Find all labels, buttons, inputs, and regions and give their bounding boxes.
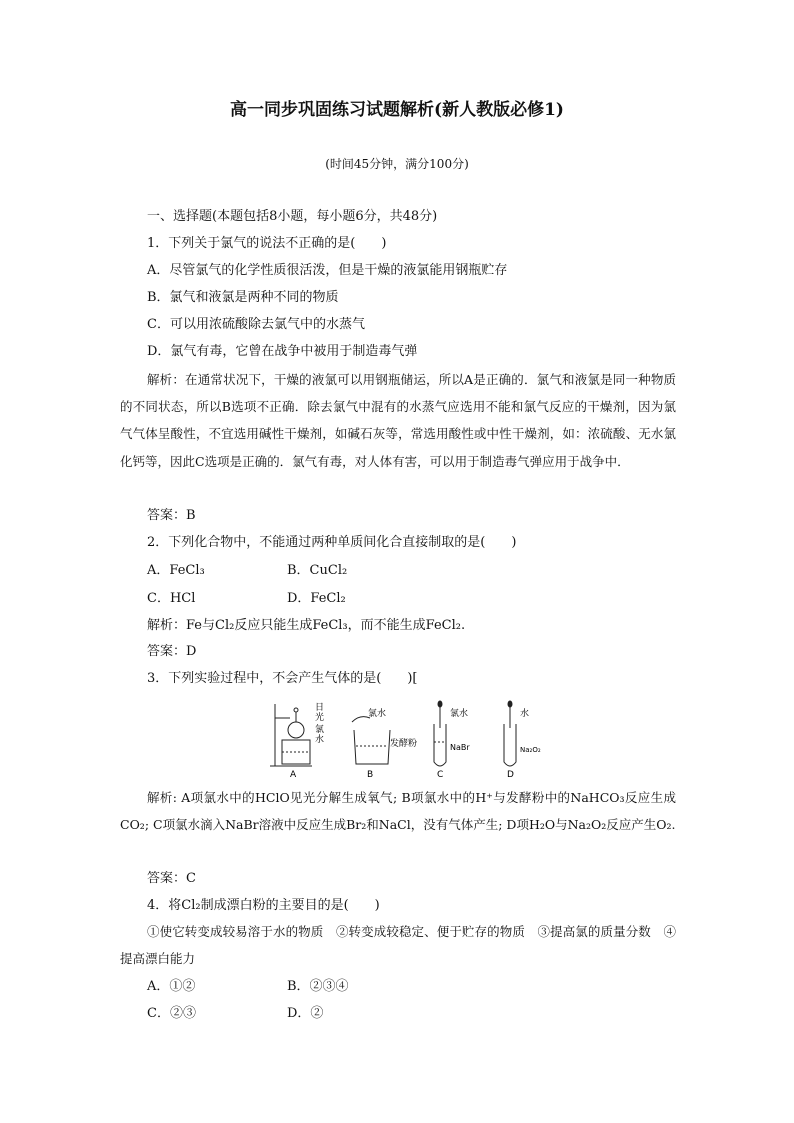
q2-option-d: D．FeCl₂ — [287, 591, 346, 606]
subtitle: (时间45分钟，满分100分) — [325, 157, 469, 171]
q1-option-a: A．尽管氯气的化学性质很活泼，但是干燥的液氯能用钢瓶贮存 — [147, 263, 508, 278]
q1-option-c: C．可以用浓硫酸除去氯气中的水蒸气 — [147, 317, 365, 332]
q4-option-c: C．②③ — [147, 1006, 196, 1021]
apparatus-a — [270, 704, 312, 766]
q3-analysis: 解析: A项氯水中的HClO见光分解生成氧气; B项氯水中的H⁺与发酵粉中的NaHCO₃反应生成CO₂; C项氯水滴入NaBr溶液中反应生成Br₂和NaCl，没有气体产生; D项H₂O与Na₂O₂反应产生O₂. — [120, 790, 676, 833]
c-label-1: NaBr — [450, 743, 470, 752]
q1-answer: 答案：B — [147, 508, 196, 523]
q4-stem: 4．将Cl₂制成漂白粉的主要目的是( ) — [147, 898, 380, 913]
apparatus-d — [504, 701, 516, 766]
q2-answer: 答案：D — [147, 644, 197, 659]
letter-a: A — [290, 770, 297, 780]
a-label-1: 光 — [315, 713, 325, 723]
q2-option-a: A．FeCl₃ — [147, 563, 205, 578]
q1-option-b: B．氯气和液氯是两种不同的物质 — [147, 290, 339, 305]
q3-stem: 3．下列实验过程中，不会产生气体的是( )[ — [147, 671, 418, 686]
q1-stem: 1．下列关于氯气的说法不正确的是( ) — [147, 236, 387, 251]
q4-option-d: D．② — [287, 1006, 324, 1021]
letter-d: D — [507, 770, 514, 780]
q3-answer: 答案：C — [147, 871, 196, 886]
q4-choices: ①使它转变成较易溶于水的物质 ②转变成较稳定、便于贮存的物质 ③提高氯的质量分数 ④提高漂白能力 — [120, 924, 676, 967]
apparatus-b — [352, 717, 390, 764]
q1-analysis: 解析：在通常状况下，干燥的液氯可以用钢瓶储运，所以A是正确的．氯气和液氯是同一种物质的不同状态，所以B选项不正确．除去氯气中混有的水蒸气应选用不能和氯气反应的干燥剂，因为氯气气体呈酸性，不宜选用碱性干燥剂，如碱石灰等，常选用酸性或中性干燥剂，如：浓硫酸、无水氯化钙等，因此C选项是正确的．氯气有毒，对人体有害，可以用于制造毒气弹应用于战争中． — [120, 372, 676, 469]
apparatus-c — [434, 701, 446, 766]
q2-stem: 2．下列化合物中，不能通过两种单质间化合直接制取的是( ) — [147, 535, 517, 550]
q3-apparatus-figure — [270, 700, 570, 780]
a-label-2: 氯 — [315, 725, 325, 735]
letter-b: B — [367, 770, 374, 780]
a-label-0: 日 — [315, 703, 325, 713]
a-label-3: 水 — [315, 735, 325, 745]
b-label-1: 发酵粉 — [390, 739, 418, 749]
q2-option-b: B．CuCl₂ — [287, 563, 348, 578]
b-label-0: 氯水 — [368, 709, 387, 719]
d-label-0: 水 — [520, 709, 530, 719]
page-title: 高一同步巩固练习试题解析(新人教版必修1) — [230, 100, 564, 120]
d-label-1: Na₂O₂ — [520, 746, 541, 754]
c-label-0: 氯水 — [450, 709, 469, 719]
letter-c: C — [437, 770, 444, 780]
q1-option-d: D．氯气有毒，它曾在战争中被用于制造毒气弹 — [147, 344, 418, 359]
q4-option-b: B．②③④ — [287, 979, 349, 994]
q4-option-a: A．①② — [147, 979, 196, 994]
q2-analysis: 解析：Fe与Cl₂反应只能生成FeCl₃，而不能生成FeCl₂. — [147, 618, 466, 633]
section-heading: 一、选择题(本题包括8小题，每小题6分，共48分) — [147, 209, 438, 224]
q2-option-c: C．HCl — [147, 591, 196, 606]
